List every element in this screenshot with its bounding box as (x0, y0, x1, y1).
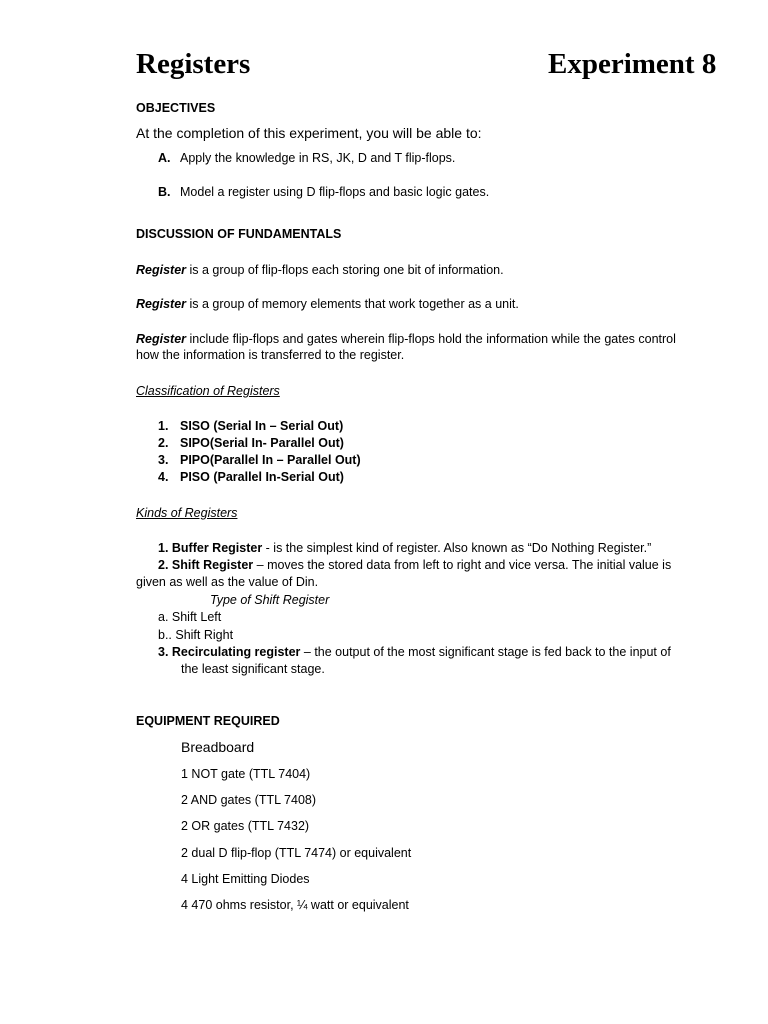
equipment-item: 2 OR gates (TTL 7432) (181, 819, 310, 833)
definition-paragraph (136, 331, 681, 363)
equipment-item: Breadboard (181, 739, 255, 755)
kind-shift-continuation: given as well as the value of Din. (136, 575, 319, 589)
objective-text: Model a register using D flip-flops and basic logic gates. (180, 185, 490, 199)
document-title: Registers (136, 48, 251, 80)
objective-marker: B. (158, 185, 171, 199)
classification-heading: Classification of Registers (136, 384, 280, 398)
definition-text: include flip-flops and gates wherein flip-flops hold the information while the gates control how the information is transferred to the register. (136, 332, 676, 362)
classification-item (158, 418, 343, 434)
objective-item (158, 184, 489, 200)
kind-label: 3. Recirculating register (158, 645, 301, 659)
definition-paragraph (136, 262, 504, 278)
list-number: 4. (158, 470, 169, 484)
classification-item (158, 469, 344, 485)
definition-term: Register (136, 297, 187, 311)
kinds-heading: Kinds of Registers (136, 506, 238, 520)
definition-text: is a group of memory elements that work together as a unit. (186, 297, 519, 311)
equipment-item: 4 470 ohms resistor, ¼ watt or equivalent (181, 898, 409, 912)
kind-shift (158, 557, 671, 573)
objective-text: Apply the knowledge in RS, JK, D and T flip-flops. (180, 151, 456, 165)
objective-item (158, 150, 455, 166)
kind-text: – the output of the most significant stage is fed back to the input of (300, 645, 671, 659)
equipment-item: 1 NOT gate (TTL 7404) (181, 767, 311, 781)
equipment-item: 2 dual D flip-flop (TTL 7474) or equivalent (181, 846, 412, 860)
definition-text: is a group of flip-flops each storing one bit of information. (186, 263, 504, 277)
classification-item (158, 435, 344, 451)
classification-text: PIPO(Parallel In – Parallel Out) (180, 453, 361, 467)
list-number: 3. (158, 453, 169, 467)
definition-term: Register (136, 332, 187, 346)
list-number: 2. (158, 436, 169, 450)
classification-item (158, 452, 361, 468)
shift-type-item: a. Shift Left (158, 610, 222, 624)
kind-text: - is the simplest kind of register. Also known as “Do Nothing Register.” (262, 541, 652, 555)
equipment-item: 4 Light Emitting Diodes (181, 872, 310, 886)
objectives-heading: OBJECTIVES (136, 101, 216, 115)
definition-paragraph (136, 296, 519, 312)
kind-text: – moves the stored data from left to right and vice versa. The initial value is (253, 558, 672, 572)
discussion-heading: DISCUSSION OF FUNDAMENTALS (136, 227, 342, 241)
kind-recirculating (158, 644, 671, 660)
classification-text: SIPO(Serial In- Parallel Out) (180, 436, 344, 450)
kind-recirculating-continuation: the least significant stage. (181, 662, 325, 676)
equipment-heading: EQUIPMENT REQUIRED (136, 714, 280, 728)
equipment-item: 2 AND gates (TTL 7408) (181, 793, 317, 807)
classification-text: SISO (Serial In – Serial Out) (180, 419, 344, 433)
experiment-number: Experiment 8 (548, 48, 717, 80)
kind-label: 1. Buffer Register (158, 541, 263, 555)
kind-buffer (158, 540, 651, 556)
shift-type-item: b.. Shift Right (158, 628, 234, 642)
definition-term: Register (136, 263, 187, 277)
list-number: 1. (158, 419, 169, 433)
kind-label: 2. Shift Register (158, 558, 254, 572)
shift-type-caption: Type of Shift Register (210, 593, 330, 607)
objectives-intro: At the completion of this experiment, you will be able to: (136, 125, 482, 141)
classification-text: PISO (Parallel In-Serial Out) (180, 470, 344, 484)
objective-marker: A. (158, 151, 171, 165)
